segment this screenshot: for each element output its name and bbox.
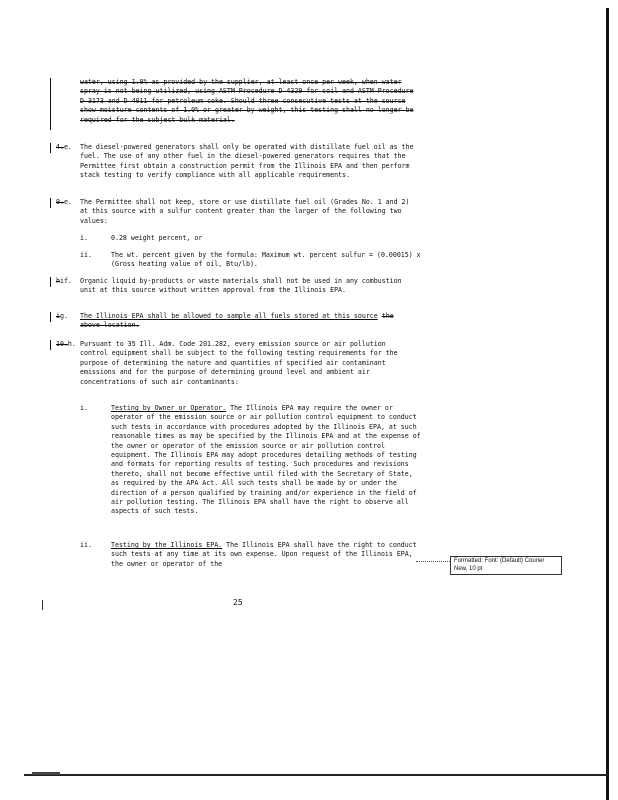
- revision-bar: [50, 312, 51, 322]
- revision-bar: [50, 78, 51, 130]
- item-testing-requirements: [80, 340, 416, 387]
- item-text: The Permittee shall not keep, store or use distillate fuel oil (Grades No. 1 and 2) at this source with a sulfur content greater than the larger of the following two values:: [80, 198, 410, 225]
- item-text: The diesel-powered generators shall only be operated with distillate fuel oil as the fuel. The use of any other fuel in the diesel-powered generators requires that the Permittee first obtain a construction permit from the Illinois EPA and then perform stack testing to verify compliance with all applicable requirements.: [80, 143, 414, 180]
- item-text-deleted: the above location.: [80, 312, 394, 330]
- revision-bar: [50, 143, 51, 153]
- subitem-text: The Illinois EPA may require the owner or operator of the emission source or air pollution control equipment to conduct such tests in accordance with procedures adopted by the Illinois EPA, at such reasonable times as may be specified by the Illinois EPA and at the expense of the owner or operator of the emission source or air pollution control equipment. The Illinois EPA may adopt procedures detailing methods of testing and formats for reporting results of testing. Such procedures and revisions thereto, shall not become effective until filed with the Secretary of State, as required by the APA Act. All such tests shall be made by or under the direction of a person qualified by training and/or experience in the field of air pollution testing. The Illinois EPA shall have the right to observe all aspects of such tests.: [111, 404, 421, 516]
- item-tag: [56, 143, 72, 152]
- top-paragraph: [80, 78, 416, 125]
- revision-bar: [50, 340, 51, 350]
- item-tag-old: h: [56, 277, 60, 285]
- item-tag-old: 10.: [56, 340, 68, 348]
- item-tag-new: h.: [67, 340, 76, 348]
- item-tag-new: if.: [59, 277, 72, 285]
- page-number: 25: [233, 598, 243, 607]
- item-diesel-generators: [80, 143, 416, 181]
- page-right-edge: [606, 8, 609, 800]
- comment-text: Font: (Default) Courier New, 10 pt: [454, 558, 545, 572]
- format-comment-balloon[interactable]: [450, 556, 562, 575]
- subitem-heading: Testing by Owner or Operator.: [111, 404, 227, 412]
- margin-mark: [42, 600, 43, 610]
- item-tag-new: e.: [63, 198, 72, 206]
- item-text: Organic liquid by-products or waste materials shall not be used in any combustion unit at this source without written approval from the Illinois EPA.: [80, 277, 402, 295]
- subitem-label: ii.: [80, 541, 92, 549]
- item-tag-old: 9.: [56, 198, 64, 206]
- item-tag: [56, 198, 72, 207]
- item-tag-new: g.: [59, 312, 68, 320]
- item-sulfur-content: [80, 198, 416, 226]
- scan-mark: [32, 772, 60, 775]
- item-tag-old: 4.: [56, 143, 64, 151]
- item-tag-old: i: [56, 312, 60, 320]
- subitem-label: ii.: [80, 251, 92, 259]
- item-text: The Illinois EPA shall be allowed to sample all fuels stored at this source: [80, 312, 378, 320]
- revision-bar: [50, 277, 51, 287]
- subitem-label: i.: [80, 234, 88, 242]
- item-tag: [56, 312, 68, 321]
- item-organic-liquid: [80, 277, 416, 296]
- subitem-owner-testing: [111, 404, 423, 517]
- page-bottom-edge: [24, 774, 608, 776]
- comment-connector: [416, 561, 450, 562]
- item-tag: [56, 340, 76, 349]
- subitem-text: The Illinois EPA shall have the right to conduct such tests at any time at its own expense. Upon request of the Illinois EPA, the owner or operator of the: [111, 541, 417, 568]
- revision-bar: [50, 198, 51, 208]
- item-text: Pursuant to 35 Ill. Adm. Code 201.282, every emission source or air pollution control equipment shall be subject to the following testing requirements for the purpose of determining the nature and quantities of specified air contaminant emissions and for the purpose of determining ground level and ambient air concentrations of such air contaminants:: [80, 340, 398, 386]
- top-paragraph-text: water, using 1.0% as provided by the supplier, at least once per week, when water spray is not being utilized, using ASTM Procedure D 4329 for soil and ASTM Procedure D 3173 and D 4011 for petroleum coke. Should three consecutive tests at the source show moisture contents of 1.0% or greater by weight, this testing shall no longer be required for the subject bulk material.: [80, 78, 414, 124]
- item-sampling-fuels: [80, 312, 416, 331]
- subitem-label: i.: [80, 404, 88, 412]
- subitem-text: The wt. percent given by the formula: Maximum wt. percent sulfur = (0.00015) x (Gross heating value of oil, Btu/lb).: [111, 251, 421, 269]
- subitem-epa-testing: [111, 541, 423, 569]
- item-tag: [56, 277, 72, 286]
- subitem-heading: Testing by the Illinois EPA.: [111, 541, 223, 549]
- comment-label: Formatted:: [454, 558, 484, 564]
- subitem-text: 0.28 weight percent, or: [111, 234, 203, 242]
- item-tag-new: e.: [63, 143, 72, 151]
